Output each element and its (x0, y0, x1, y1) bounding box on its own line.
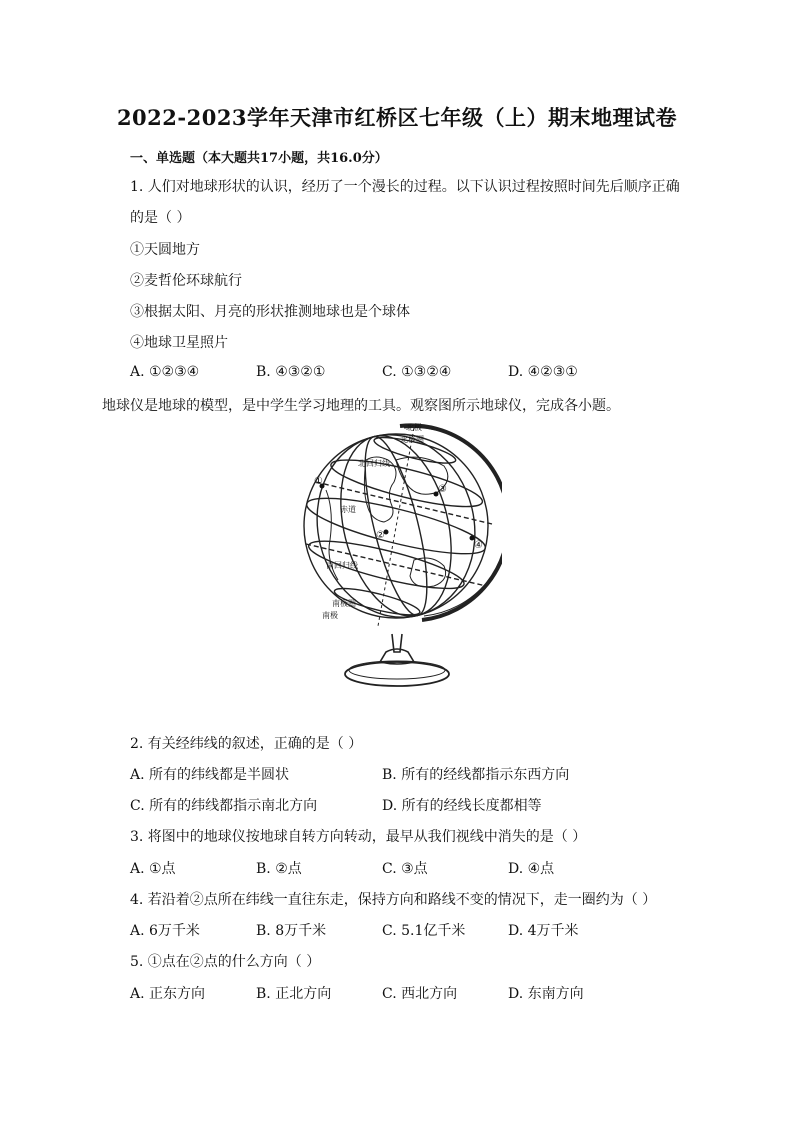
label-arctic-circle: 北极圈 (400, 435, 424, 444)
exam-title: 2022-2023学年天津市红桥区七年级（上）期末地理试卷 (116, 105, 678, 130)
label-tropic-capricorn: 南回归线 (326, 561, 358, 570)
q5-stem: 5. ①点在②点的什么方向（ ） (130, 954, 321, 970)
label-point-4: ④ (474, 540, 483, 551)
q4-option-b: B. 8万千米 (256, 923, 327, 939)
label-south-pole: 南极 (322, 611, 338, 620)
q4-option-c: C. 5.1亿千米 (382, 923, 466, 939)
label-tropic-cancer: 北回归线 (358, 459, 390, 468)
q5-option-c: C. 西北方向 (382, 986, 458, 1002)
q1-stem-line2: 的是（ ） (130, 210, 191, 226)
q1-option-d: D. ④②③① (508, 364, 578, 380)
q1-option-a: A. ①②③④ (130, 364, 200, 380)
q4-stem: 4. 若沿着②点所在纬线一直往东走，保持方向和路线不变的情况下，走一圈约为（ ） (130, 892, 657, 908)
label-north-pole: 北极 (406, 423, 422, 432)
label-point-3: ③ (438, 484, 447, 495)
q2-option-a: A. 所有的纬线都是半圆状 (130, 767, 290, 783)
q3-option-b: B. ②点 (256, 861, 302, 877)
label-point-2: ② (376, 530, 385, 541)
q2-option-d: D. 所有的经线长度都相等 (382, 798, 542, 814)
q1-item-1: ①天圆地方 (130, 242, 200, 258)
q4-option-d: D. 4万千米 (508, 923, 579, 939)
q1-item-4: ④地球卫星照片 (130, 335, 228, 351)
q1-item-2: ②麦哲伦环球航行 (130, 273, 242, 289)
q3-option-c: C. ③点 (382, 861, 428, 877)
section-heading: 一、单选题（本大题共17小题，共16.0分） (130, 151, 388, 166)
globe-illustration (296, 420, 502, 692)
q1-option-c: C. ①③②④ (382, 364, 452, 380)
q2-option-b: B. 所有的经线都指示东西方向 (382, 767, 570, 783)
q3-option-d: D. ④点 (508, 861, 555, 877)
q2-option-c: C. 所有的纬线都指示南北方向 (130, 798, 318, 814)
q3-option-a: A. ①点 (130, 861, 176, 877)
globe-intro-text: 地球仪是地球的模型，是中学生学习地理的工具。观察图所示地球仪，完成各小题。 (102, 398, 620, 414)
label-antarctic-circle: 南极圈 (332, 599, 356, 608)
q5-option-b: B. 正北方向 (256, 986, 332, 1002)
label-point-1: ① (314, 476, 323, 487)
q4-option-a: A. 6万千米 (130, 923, 200, 939)
q3-stem: 3. 将图中的地球仪按地球自转方向转动，最早从我们视线中消失的是（ ） (130, 829, 587, 845)
q2-stem: 2. 有关经纬线的叙述，正确的是（ ） (130, 736, 363, 752)
q5-option-d: D. 东南方向 (508, 986, 584, 1002)
q1-option-b: B. ④③②① (256, 364, 326, 380)
q1-item-3: ③根据太阳、月亮的形状推测地球也是个球体 (130, 304, 410, 320)
q1-stem-line1: 1. 人们对地球形状的认识，经历了一个漫长的过程。以下认识过程按照时间先后顺序正确 (130, 179, 680, 195)
q5-option-a: A. 正东方向 (130, 986, 206, 1002)
label-equator: 赤道 (340, 505, 356, 514)
